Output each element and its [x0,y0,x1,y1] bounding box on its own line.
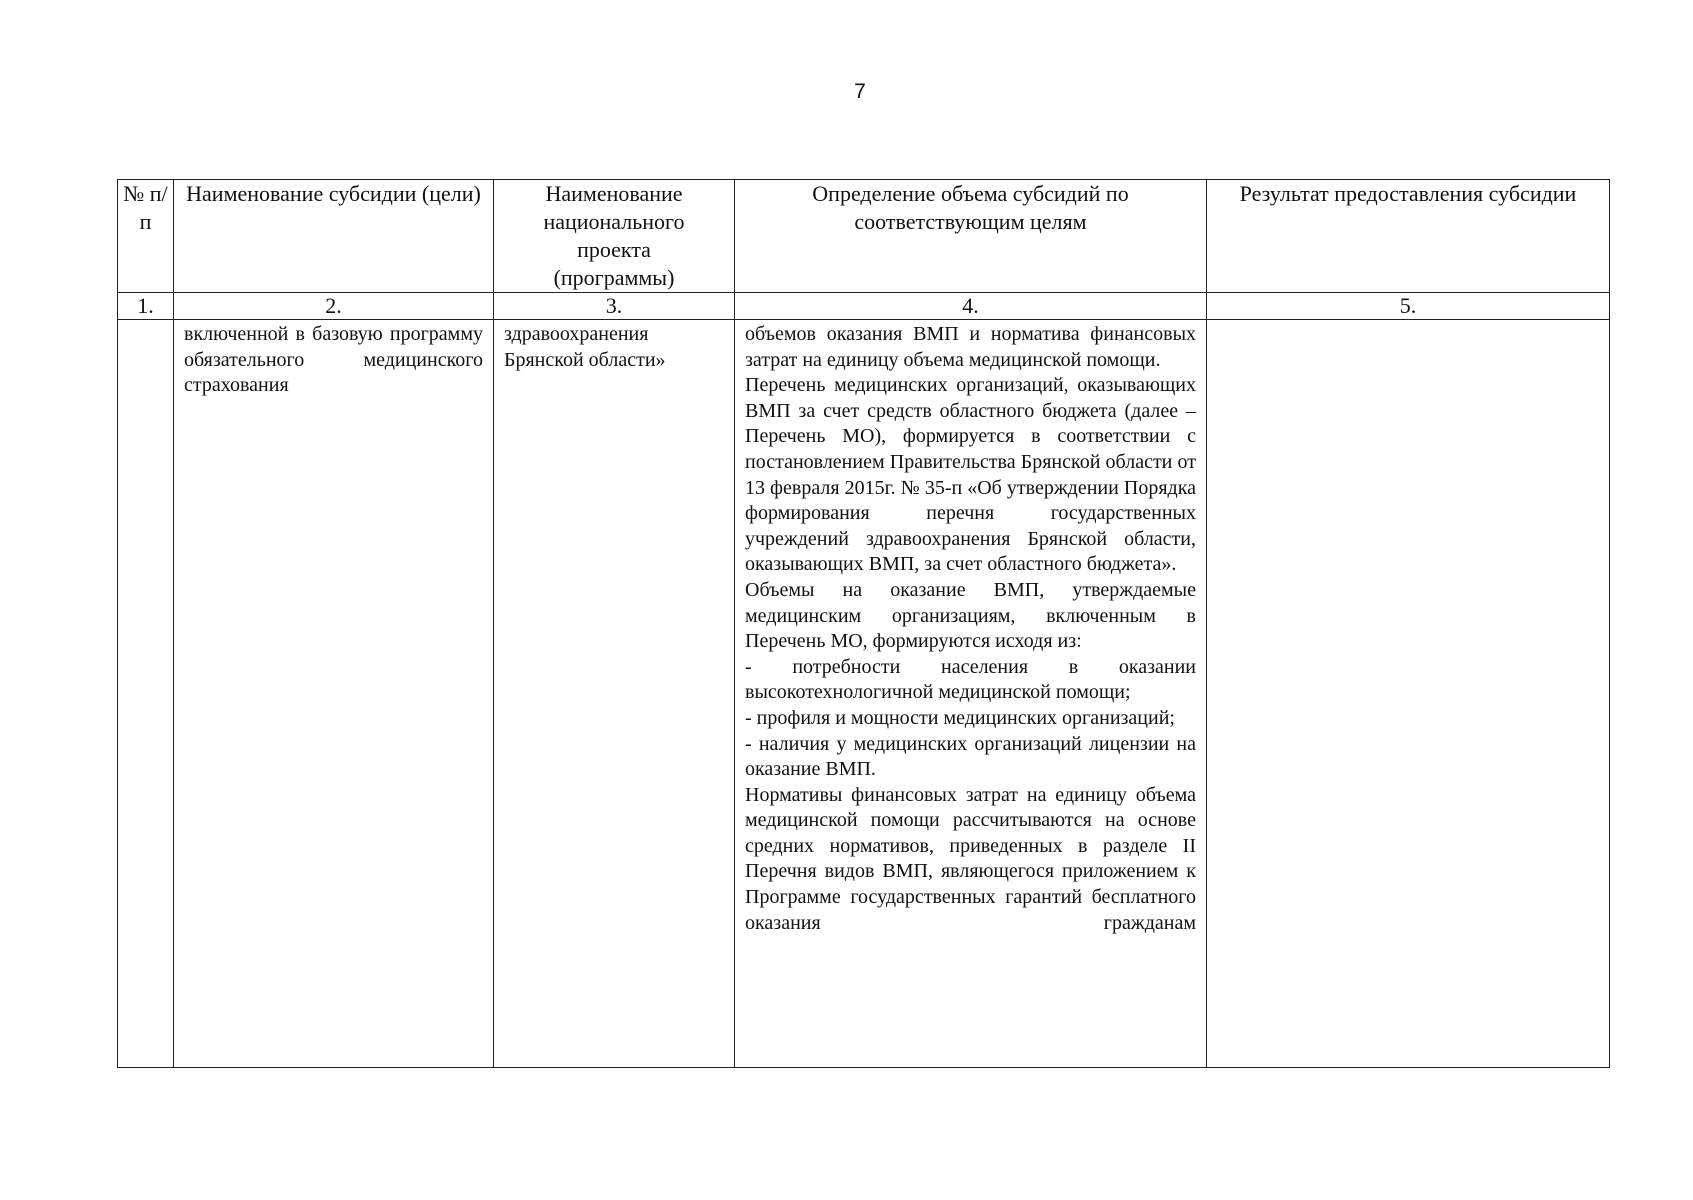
header-result: Результат предоставления субсидии [1207,180,1610,293]
paragraph: объемов оказания ВМП и норматива финансовых затрат на единицу объема медицинской помощи. [745,323,1196,371]
table-row [118,320,1610,1068]
header-subsidy-volume: Определение объема субсидий по соответствующим целям [735,180,1207,293]
subsidy-table [117,179,1610,1068]
column-number-row [118,293,1610,320]
cell-national-project: здравоохранения Брянской области» [494,320,735,1068]
column-number-5: 5. [1207,293,1610,320]
list-item: - наличия у медицинских организаций лицензии на оказание ВМП. [745,732,1196,781]
cell-result [1207,320,1610,1068]
column-number-4: 4. [735,293,1207,320]
page-number: 7 [854,80,866,103]
column-number-1: 1. [118,293,174,320]
list-item: - потребности населения в оказании высокотехнологичной медицинской помощи; [745,655,1196,704]
header-national-project: Наименование национального проекта (программы) [494,180,735,293]
cell-subsidy-volume [735,320,1207,1068]
list-item: - профиля и мощности медицинских организаций; [745,706,1175,729]
header-row [118,180,1610,293]
column-number-3: 3. [494,293,735,320]
paragraph: Нормативы финансовых затрат на единицу объема медицинской помощи рассчитываются на основе средних нормативов, приведенных в разделе II Перечня видов ВМП, являющегося приложением к Программе государственных гарантий бесплатного оказания гражданам [745,783,1196,934]
column-number-2: 2. [174,293,494,320]
subsidy-volume-text [735,320,1206,1067]
paragraph: Объемы на оказание ВМП, утверждаемые медицинским организациям, включенным в Перечень МО, формируются исходя из: [745,578,1196,653]
paragraph: Перечень медицинских организаций, оказывающих ВМП за счет средств областного бюджета (далее – Перечень МО), формируется в соответствии с постановлением Правительства Брянской области от 13 февраля 2015г. № 35-п «Об утверждении Порядка формирования перечня государственных учреждений здравоохранения Брянской области, оказывающих ВМП, за счет областного бюджета». [745,374,1196,576]
header-subsidy-name: Наименование субсидии (цели) [174,180,494,293]
cell-number [118,320,174,1068]
header-number: № п/п [118,180,174,293]
cell-subsidy-name: включенной в базовую программу обязательного медицинского страхования [174,320,494,1068]
